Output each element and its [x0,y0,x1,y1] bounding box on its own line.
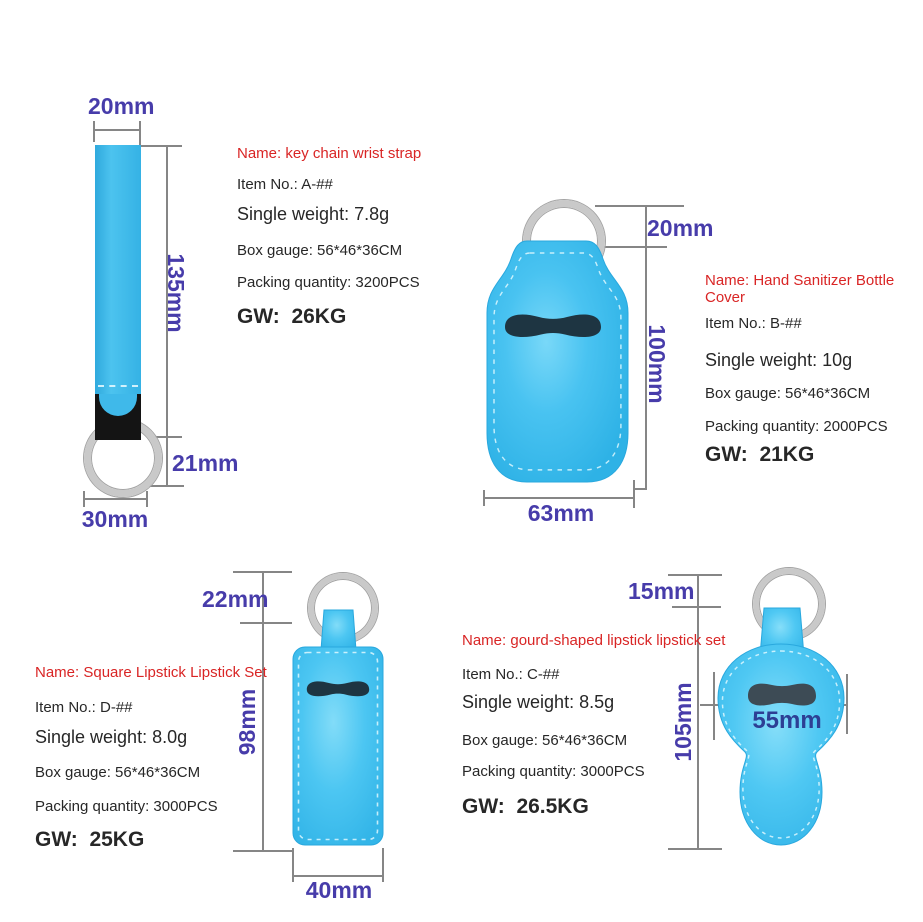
p1-ext-line [141,145,182,147]
p1-spec-packing: Packing quantity: 3200PCS [237,274,420,291]
p1-spec-block [237,145,457,345]
p1-dim-line [93,129,141,131]
p1-dim-label-ring: 21mm [172,450,239,476]
p3-spec-single-weight: Single weight: 8.0g [35,727,188,747]
p2-spec-box-gauge: Box gauge: 56*46*36CM [705,385,871,402]
p3-dim-tick [233,571,292,573]
p1-spec-name: Name: key chain wrist strap [237,145,422,162]
p1-dim-tick [139,121,141,147]
p3-spec-block [35,664,285,864]
p4-dim-label-inner-width: 55mm [752,707,822,734]
p1-spec-gw: GW: 26KG [237,305,347,328]
p2-dim-label-top: 20mm [647,215,714,241]
p2-bottle-cover [475,195,645,495]
p4-spec-block [462,632,752,832]
p4-spec-name: Name: gourd-shaped lipstick lipstick set [462,632,726,649]
p2-body [487,241,628,482]
p1-dim-label-top: 20mm [88,93,155,119]
p1-dim-tick [93,121,95,142]
p3-dim-label-top: 22mm [202,586,269,612]
p1-strap-stitching [98,385,138,387]
p2-dim-label-length: 100mm [644,324,670,404]
p1-dim-tick [146,491,148,507]
p2-spec-packing: Packing quantity: 2000PCS [705,418,888,435]
p3-spec-item-no: Item No.: D-## [35,699,133,716]
p2-spec-item-no: Item No.: B-## [705,315,802,332]
p2-spec-single-weight: Single weight: 10g [705,350,853,370]
p1-strap [95,145,141,397]
p1-dim-label-width: 30mm [81,506,149,532]
p4-spec-single-weight: Single weight: 8.5g [462,692,615,712]
p3-spec-name: Name: Square Lipstick Lipstick Set [35,664,267,681]
p1-spec-item-no: Item No.: A-## [237,176,333,193]
p3-spec-box-gauge: Box gauge: 56*46*36CM [35,764,201,781]
p1-dim-line-bottom [83,498,148,500]
p3-spec-packing: Packing quantity: 3000PCS [35,798,218,815]
p1-spec-box-gauge: Box gauge: 56*46*36CM [237,242,403,259]
p4-spec-box-gauge: Box gauge: 56*46*36CM [462,732,628,749]
p2-spec-gw: GW: 21KG [705,443,815,466]
p4-dim-label-length: 105mm [670,682,696,762]
p3-dim-label-length: 98mm [234,688,260,756]
p2-dim-line-bottom [484,497,635,499]
p3-dim-label-width: 40mm [305,877,373,903]
p4-spec-packing: Packing quantity: 3000PCS [462,763,645,780]
p2-dim-label-width: 63mm [527,500,595,526]
p3-body [293,647,383,845]
p4-dim-label-top: 15mm [628,578,695,604]
p4-spec-item-no: Item No.: C-## [462,666,560,683]
p2-spec-name: Name: Hand Sanitizer Bottle Cover [705,272,895,306]
p1-dim-label-length: 135mm [163,253,189,333]
p4-spec-gw: GW: 26.5KG [462,795,589,818]
p3-neck [321,610,356,650]
p4-slot [748,684,816,706]
p1-spec-single-weight: Single weight: 7.8g [237,204,390,224]
p3-lipstick-holder [285,585,390,855]
p2-spec-block [705,272,915,482]
p3-spec-gw: GW: 25KG [35,828,145,851]
p1-dim-tick [83,491,85,507]
